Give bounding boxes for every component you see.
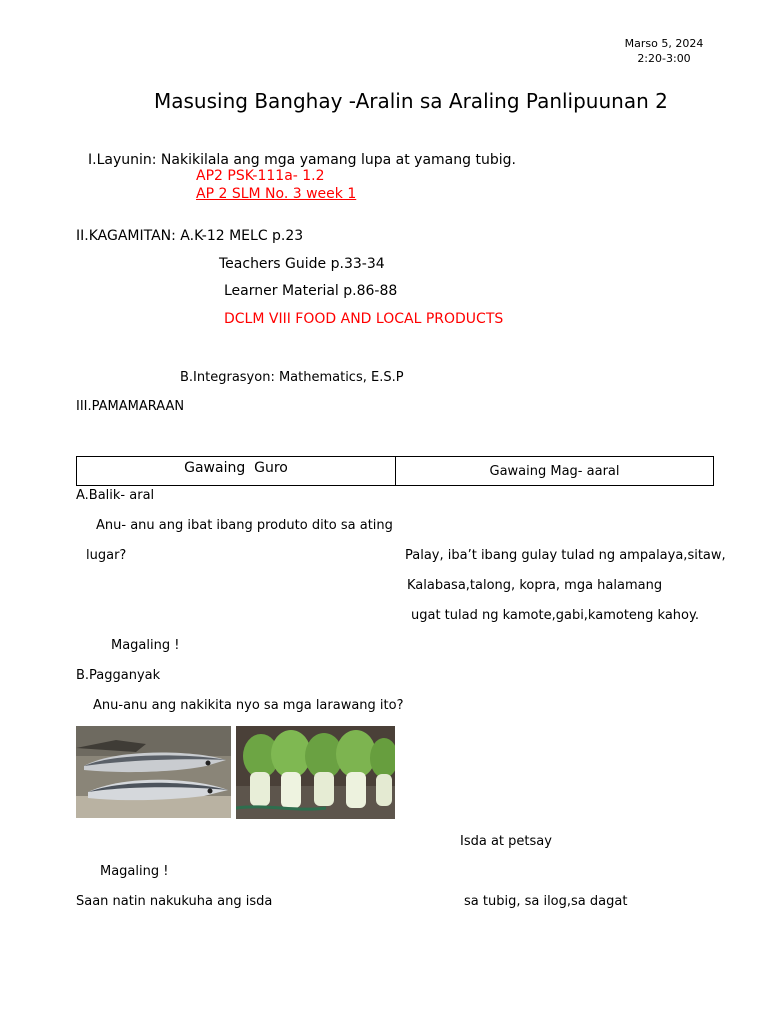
- layunin-code-2[interactable]: AP 2 SLM No. 3 week 1: [196, 186, 357, 202]
- layunin-text: I.Layunin: Nakikilala ang mga yamang lupa at yamang tubig.: [88, 152, 516, 168]
- balik-aral-heading: A.Balik- aral: [76, 488, 155, 503]
- page-title: Masusing Banghay -Aralin sa Araling Panlipuunan 2: [154, 89, 668, 113]
- balik-aral-question-1: Anu- anu ang ibat ibang produto dito sa ating: [96, 518, 393, 533]
- pagganyak-answer-2: sa tubig, sa ilog,sa dagat: [464, 894, 628, 909]
- petsay-image: [236, 726, 395, 819]
- balik-aral-answer-1: Palay, iba’t ibang gulay tulad ng ampalaya,sitaw,: [405, 548, 726, 563]
- pagganyak-answer: Isda at petsay: [460, 834, 552, 849]
- pagganyak-heading: B.Pagganyak: [76, 668, 161, 683]
- pamamaraan-heading: III.PAMAMARAAN: [76, 399, 185, 414]
- table-col-mag-aaral: Gawaing Mag- aaral: [489, 463, 620, 479]
- date-block: [612, 36, 716, 66]
- balik-aral-question-2: lugar?: [86, 548, 127, 563]
- lesson-time: 2:20-3:00: [637, 52, 691, 65]
- fish-image: [76, 726, 231, 818]
- table-col-guro: Gawaing Guro: [77, 457, 396, 485]
- fish-photo: [76, 726, 231, 818]
- activity-table-header: [76, 456, 714, 486]
- integrasyon-text: B.Integrasyon: Mathematics, E.S.P: [180, 370, 404, 385]
- kagamitan-line-4: DCLM VIII FOOD AND LOCAL PRODUCTS: [224, 311, 504, 327]
- pagganyak-question-2: Saan natin nakukuha ang isda: [76, 894, 273, 909]
- pagganyak-praise: Magaling !: [100, 864, 169, 879]
- kagamitan-line-3: Learner Material p.86-88: [224, 283, 398, 299]
- layunin-code-1: AP2 PSK-111a- 1.2: [196, 168, 325, 184]
- lesson-date: Marso 5, 2024: [624, 37, 704, 50]
- balik-aral-answer-2: Kalabasa,talong, kopra, mga halamang: [407, 578, 663, 593]
- kagamitan-line-1: II.KAGAMITAN: A.K-12 MELC p.23: [76, 228, 304, 244]
- pagganyak-question: Anu-anu ang nakikita nyo sa mga larawang ito?: [93, 698, 404, 713]
- petsay-photo: [236, 726, 395, 819]
- kagamitan-line-2: Teachers Guide p.33-34: [219, 256, 385, 272]
- balik-aral-praise: Magaling !: [111, 638, 180, 653]
- balik-aral-answer-3: ugat tulad ng kamote,gabi,kamoteng kahoy.: [411, 608, 699, 623]
